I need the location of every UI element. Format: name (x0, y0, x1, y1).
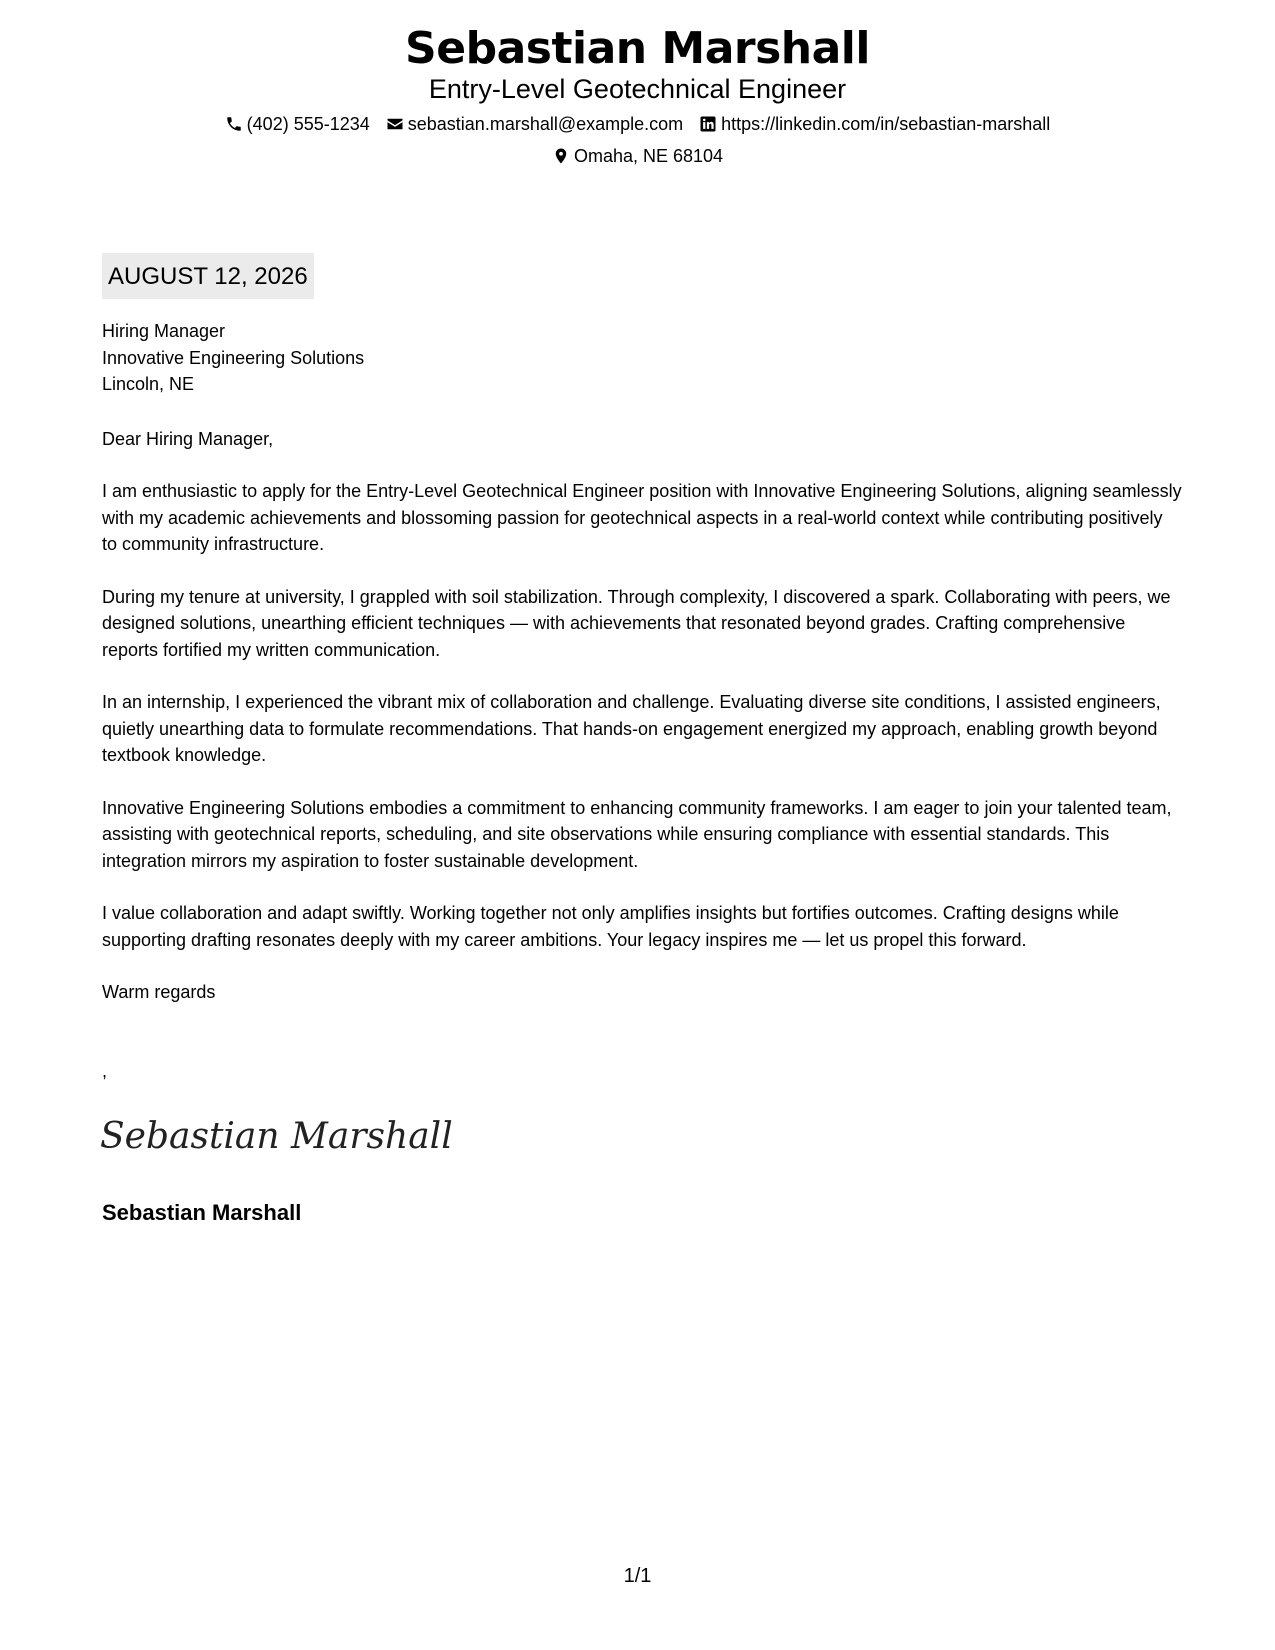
recipient-company: Innovative Engineering Solutions (102, 347, 365, 368)
closing-comma: , (102, 1061, 108, 1081)
recipient-title: Hiring Manager (102, 321, 226, 341)
linkedin-icon (699, 115, 717, 133)
phone-icon (225, 115, 243, 133)
recipient-block (102, 318, 1182, 398)
paragraph-2: During my tenure at university, I grappled with soil stabilization. Through complexity, I discovered a spark. Collaborating with peers, we designed solutions, unearthing efficient techniques — with achievements that resonated beyond grades. Crafting comprehensive reports fortified my written communication. (102, 586, 1171, 660)
contact-phone (225, 112, 370, 136)
location-text: Omaha, NE 68104 (573, 146, 724, 166)
paragraph-4: Innovative Engineering Solutions embodies a commitment to enhancing community frameworks. I am eager to join your talented team, assisting with geotechnical reports, scheduling, and site observations while ensuring compliance with essential standards. This integration mirrors my aspiration to foster sustainable development. (102, 797, 1172, 871)
linkedin-text[interactable]: https://linkedin.com/in/sebastian-marshall (721, 114, 1051, 134)
closing: Warm regards (102, 982, 216, 1002)
map-marker-icon (552, 147, 570, 165)
salutation: Dear Hiring Manager, (102, 428, 274, 449)
contact-location (552, 144, 723, 168)
applicant-name: Sebastian Marshall (405, 23, 870, 74)
letter-header (0, 22, 1275, 168)
letter-date: AUGUST 12, 2026 (102, 253, 314, 299)
paragraph-5: I value collaboration and adapt swiftly. Working together not only amplifies insights but fortifies outcomes. Crafting designs while supporting drafting resonates deeply with my career ambitions. Your legacy inspires me — let us propel this forward. (102, 903, 1119, 950)
paragraph-3: In an internship, I experienced the vibrant mix of collaboration and challenge. Evaluating diverse site conditions, I assisted engineers, quietly unearthing data to formulate recommendations. That hands-on engagement energized my approach, enabling growth beyond textbook knowledge. (102, 692, 1161, 765)
contact-linkedin[interactable] (699, 112, 1050, 136)
email-text[interactable]: sebastian.marshall@example.com (407, 114, 684, 134)
signature-image: Sebastian Marshall (100, 1116, 453, 1157)
page-number: 1/1 (623, 1565, 652, 1587)
paragraph-1: I am enthusiastic to apply for the Entry-Level Geotechnical Engineer position with Innovative Engineering Solutions, aligning seamlessly with my academic achievements and blossoming passion for geotechnical aspects in a real-world context while contributing positively to community infrastructure. (102, 481, 1182, 554)
contact-row (0, 112, 1275, 136)
job-title: Entry-Level Geotechnical Engineer (428, 74, 847, 104)
phone-text: (402) 555-1234 (246, 114, 370, 134)
recipient-location: Lincoln, NE (102, 374, 195, 394)
contact-email[interactable] (386, 112, 683, 136)
envelope-icon (386, 115, 404, 133)
letter-body (102, 318, 1182, 1006)
signer-name: Sebastian Marshall (102, 1200, 302, 1225)
location-row (0, 144, 1275, 168)
